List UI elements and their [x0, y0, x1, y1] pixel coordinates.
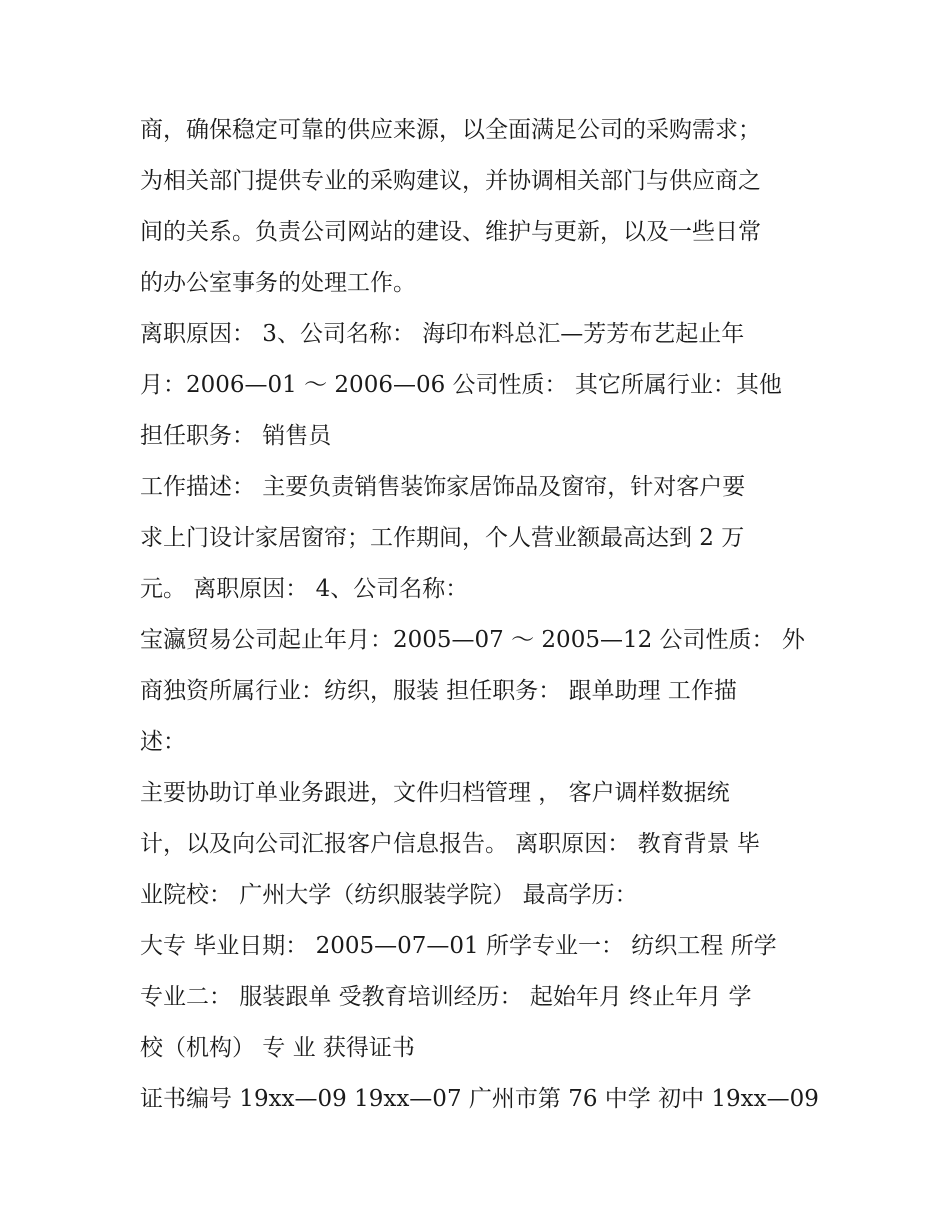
text-line: 大专 毕业日期： 2005—07—01 所学专业一： 纺织工程 所学: [140, 933, 777, 959]
text-line: 专业二： 服装跟单 受教育培训经历： 起始年月 终止年月 学: [140, 984, 752, 1010]
text-line: 证书编号 19xx—09 19xx—07 广州市第 76 中学 初中 19xx—09: [140, 1086, 819, 1112]
text-line: 工作描述： 主要负责销售装饰家居饰品及窗帘，针对客户要: [140, 474, 746, 500]
text-line: 校（机构） 专 业 获得证书: [140, 1035, 415, 1061]
text-line: 业院校： 广州大学（纺织服装学院） 最高学历：: [140, 882, 638, 908]
resume-text-body: [140, 105, 820, 1125]
text-line: 商，确保稳定可靠的供应来源，以全面满足公司的采购需求；: [140, 117, 761, 143]
text-line: 离职原因： 3、公司名称： 海印布料总汇—芳芳布艺起止年: [140, 321, 745, 347]
text-line: 间的关系。负责公司网站的建设、维护与更新，以及一些日常: [140, 219, 761, 245]
text-line: 宝瀛贸易公司起止年月：2005—07 ～ 2005—12 公司性质： 外: [140, 627, 805, 653]
text-line: 担任职务： 销售员: [140, 423, 332, 449]
text-line: 商独资所属行业：纺织，服装 担任职务： 跟单助理 工作描: [140, 678, 737, 704]
text-line: 元。 离职原因： 4、公司名称：: [140, 576, 469, 602]
text-line: 为相关部门提供专业的采购建议，并协调相关部门与供应商之: [140, 168, 761, 194]
text-line: 的办公室事务的处理工作。: [140, 270, 416, 296]
text-line: 月：2006—01 ～ 2006—06 公司性质： 其它所属行业：其他: [140, 372, 782, 398]
text-line: 计，以及向公司汇报客户信息报告。 离职原因： 教育背景 毕: [140, 831, 760, 857]
text-line: 述：: [140, 729, 186, 755]
text-line: 求上门设计家居窗帘；工作期间，个人营业额最高达到 2 万: [140, 525, 745, 551]
text-line: 主要协助订单业务跟进，文件归档管理 ， 客户调样数据统: [140, 780, 730, 806]
